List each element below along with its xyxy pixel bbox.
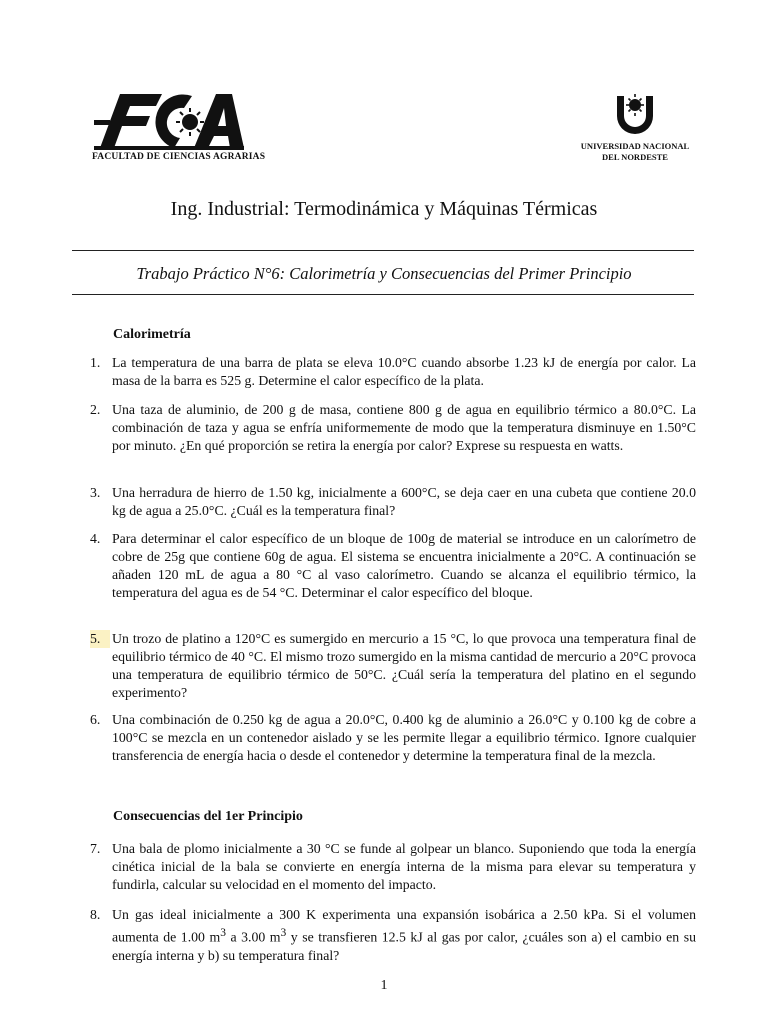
problem-text-part: a 3.00 m [225, 929, 281, 945]
assignment-subtitle: Trabajo Práctico N°6: Calorimetría y Consecuencias del Primer Principio [136, 264, 632, 283]
bottom-divider [72, 294, 694, 295]
unne-logo-icon [612, 92, 658, 138]
section-heading-consecuencias: Consecuencias del 1er Principio [113, 809, 303, 824]
problem-item [76, 484, 696, 520]
problem-text: Para determinar el calor específico de un bloque de 100g de material se introduce en un calorímetro de cobre de 25g que contiene 60g de agua. El sistema se encuentra inicialmente a 20°C. A continuación se añaden 120 mL de agua a 80 °C al vaso calorímetro. Cuando se alcanza el equilibrio térmico, la temperatura del agua es de 54 °C. Determinar el calor específico del bloque. [112, 531, 696, 600]
problem-number: 1. [90, 355, 101, 370]
top-divider [72, 250, 694, 251]
problem-text: Un trozo de platino a 120°C es sumergido en mercurio a 15 °C, lo que provoca una temperatura final de equilibrio térmico de 40 °C. El mismo trozo sumergido en la misma cantidad de mercurio a 20°C provoca una temperatura de equilibrio térmico de 50°C. ¿Cuál sería la temperatura del platino en el segundo experimento? [112, 631, 696, 700]
problem-text: La temperatura de una barra de plata se eleva 10.0°C cuando absorbe 1.23 kJ de energía por calor. La masa de la barra es 525 g. Determine el calor específico de la plata. [112, 355, 696, 388]
page-number: 1 [380, 978, 388, 993]
problem-number: 2. [90, 402, 101, 417]
course-title: Ing. Industrial: Termodinámica y Máquinas Térmicas [170, 198, 598, 220]
section-heading-calorimetria: Calorimetría [113, 327, 191, 342]
problem-number: 8. [90, 907, 101, 922]
unne-caption-line1: UNIVERSIDAD NACIONAL [580, 141, 690, 151]
problem-text: Una bala de plomo inicialmente a 30 °C se funde al golpear un blanco. Suponiendo que toda la energía cinética inicial de la bala se convierte en energía interna de la misma para elevar su temperatura y fundirla, calcular su velocidad en el momento del impacto. [112, 841, 696, 892]
problem-item [76, 711, 696, 765]
problem-number-highlighted: 5. [90, 630, 110, 648]
problem-text [112, 906, 696, 965]
superscript: 3 [280, 927, 287, 939]
problem-text: Una combinación de 0.250 kg de agua a 20.0°C, 0.400 kg de aluminio a 26.0°C y 0.100 kg de cobre a 100°C se mezcla en un contenedor aislado y se les permite llegar a equilibrio térmico. Ignore cualquier transferencia de energía hacia o desde el contenedor y determine la temperatura final de la mezcla. [112, 712, 696, 763]
superscript: 3 [220, 927, 226, 939]
problem-item [76, 401, 696, 455]
problem-item [76, 906, 696, 965]
unne-caption [574, 141, 696, 163]
problem-text-part: Un gas ideal inicialmente a 300 K experimenta una expansión isobárica a 2.50 kPa. Si el volumen aumenta de 1.00 m [112, 907, 696, 945]
problem-text: Una taza de aluminio, de 200 g de masa, contiene 800 g de agua en equilibrio térmico a 80.0°C. La combinación de taza y agua se enfría uniformemente de modo que la temperatura disminuye en 1.50°C por minuto. ¿En qué proporción se retira la energía por calor? Exprese su respuesta en watts. [112, 402, 696, 453]
problem-number: 4. [90, 531, 101, 546]
problem-text: Una herradura de hierro de 1.50 kg, inicialmente a 600°C, se deja caer en una cubeta que contiene 20.0 kg de agua a 25.0°C. ¿Cuál es la temperatura final? [112, 485, 696, 518]
unne-caption-line2: DEL NORDESTE [602, 152, 668, 162]
problem-item [76, 354, 696, 390]
problem-number: 6. [90, 712, 101, 727]
problem-item [76, 530, 696, 602]
fca-caption: FACULTAD DE CIENCIAS AGRARIAS [92, 152, 266, 162]
problem-item [76, 840, 696, 894]
problem-text-part: y se transfieren 12.5 kJ al gas por calor, ¿cuáles son a) el cambio en su energía interna y b) su temperatura final? [112, 929, 696, 963]
problem-number: 3. [90, 485, 101, 500]
problem-number: 7. [90, 841, 101, 856]
problem-item [76, 630, 696, 702]
